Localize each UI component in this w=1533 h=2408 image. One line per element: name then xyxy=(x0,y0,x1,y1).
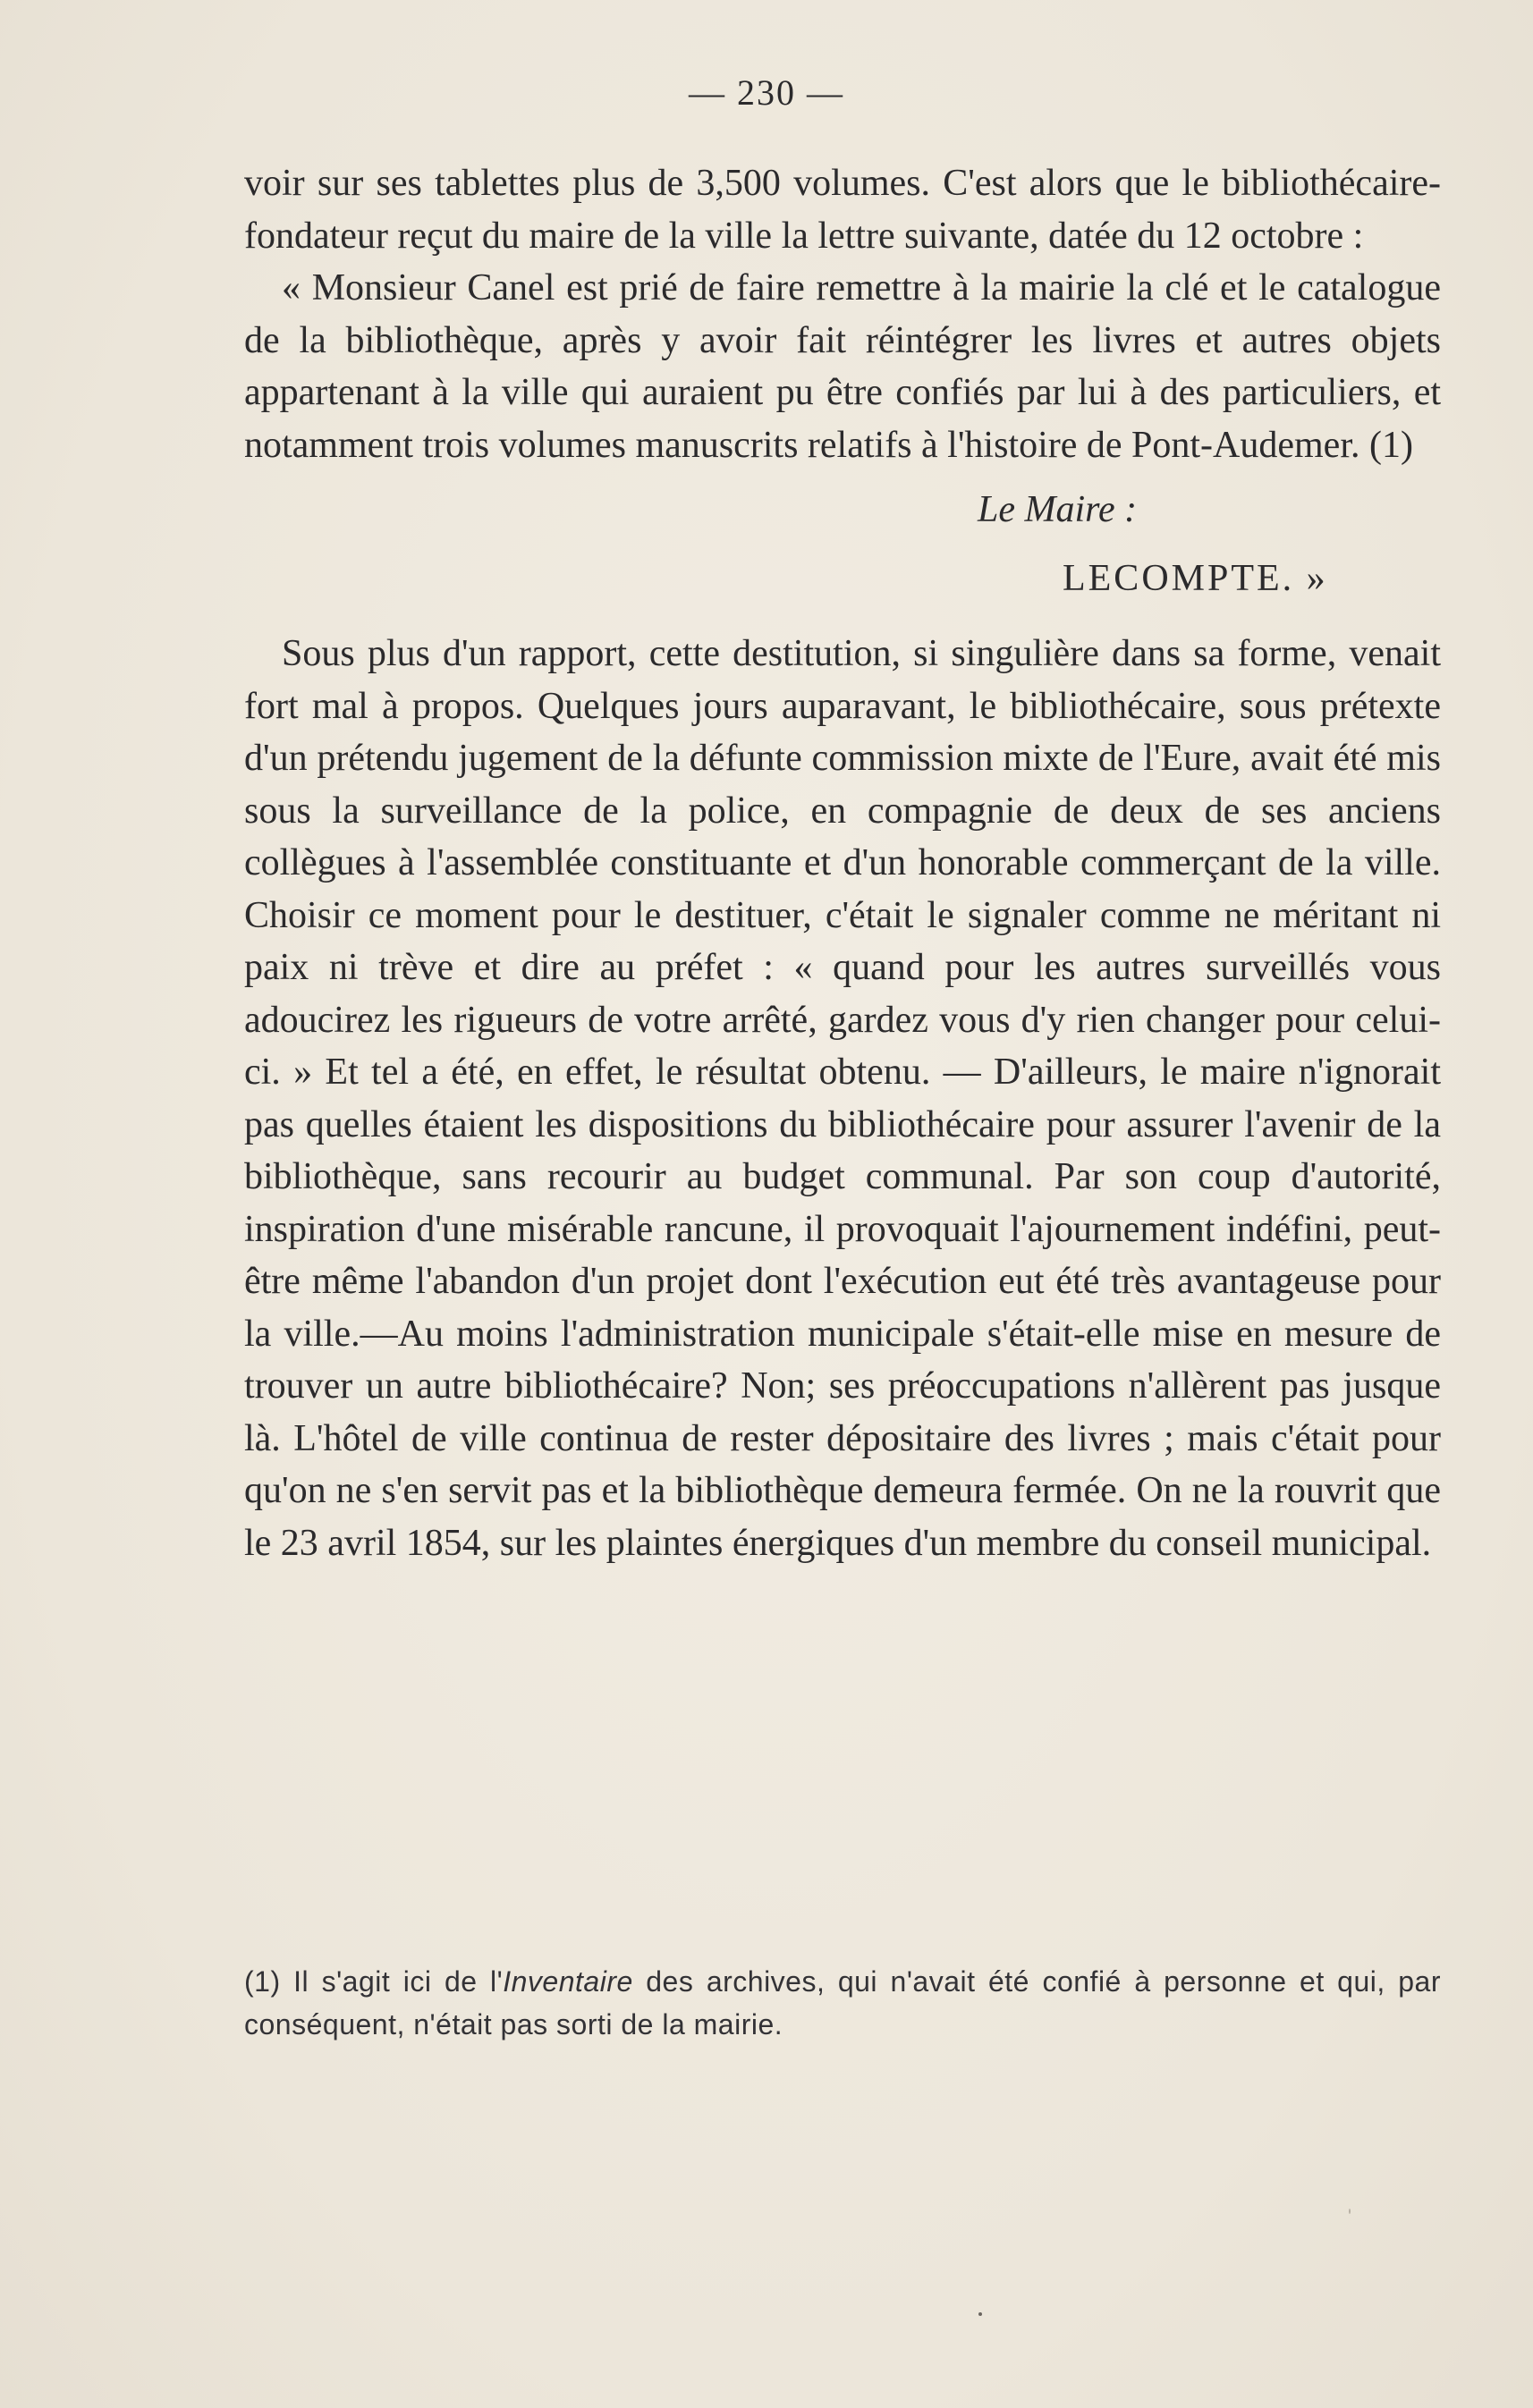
main-text xyxy=(244,157,1441,1569)
paragraph-3: Sous plus d'un rapport, cette destitution, si singulière dans sa forme, venait fort mal à propos. Quelques jours auparavant, le bibliothécaire, sous prétexte d'un prétendu jugement de la défunte commission mixte de l'Eure, avait été mis sous la surveillance de la police, en compagnie de deux de ses anciens collègues à l'assemblée constituante et d'un honorable commerçant de la ville. Choisir ce moment pour le destituer, c'était le signaler comme ne méritant ni paix ni trève et dire au préfet : « quand pour les autres surveillés vous adoucirez les rigueurs de votre arrêté, gardez vous d'y rien changer pour celui-ci. » Et tel a été, en effet, le résultat obtenu. — D'ailleurs, le maire n'ignorait pas quelles étaient les dispositions du bibliothécaire pour assurer l'avenir de la bibliothèque, sans recourir au budget communal. Par son coup d'autorité, inspiration d'une misérable rancune, il provoquait l'ajournement indéfini, peut-être même l'abandon d'un projet dont l'exécution eut été très avantageuse pour la ville.—Au moins l'administration municipale s'était-elle mise en mesure de trouver un autre bibliothécaire? Non; ses préoccupations n'allèrent pas jusque là. L'hôtel de ville continua de rester dépositaire des livres ; mais c'était pour qu'on ne s'en servit pas et la bibliothèque demeura fermée. On ne la rouvrit que le 23 avril 1854, sur les plaintes énergiques d'un membre du conseil municipal. xyxy=(244,633,1441,1564)
footnote-italic: Inventaire xyxy=(503,1965,633,1998)
footnote-text-start: (1) Il s'agit ici de l' xyxy=(244,1965,504,1998)
paper-speck xyxy=(1349,2209,1351,2214)
quoted-letter: « Monsieur Canel est prié de faire remettre à la mairie la clé et le catalogue de la bibliothèque, après y avoir fait réintégrer les livres et autres objets appartenant à la ville qui auraient pu être confiés par lui à des particuliers, et notamment trois volumes manuscrits relatifs à l'histoire de Pont-Audemer. (1) xyxy=(244,267,1441,466)
signature-name: LECOMPTE. » xyxy=(1063,557,1328,599)
footnote xyxy=(244,1960,1441,2046)
paragraph-1: voir sur ses tablettes plus de 3,500 volumes. C'est alors que le bibliothécaire-fondateur reçut du maire de la ville la lettre suivante, datée du 12 octobre : xyxy=(244,163,1441,257)
footnote-text-end: des archives, qui n'avait été confié à personne et qui, par conséquent, n'était pas sorti de la mairie. xyxy=(244,1965,1442,2040)
signature-title: Le Maire : xyxy=(978,489,1138,530)
paper-speck xyxy=(978,2312,982,2316)
page-number: — 230 — xyxy=(689,72,844,113)
